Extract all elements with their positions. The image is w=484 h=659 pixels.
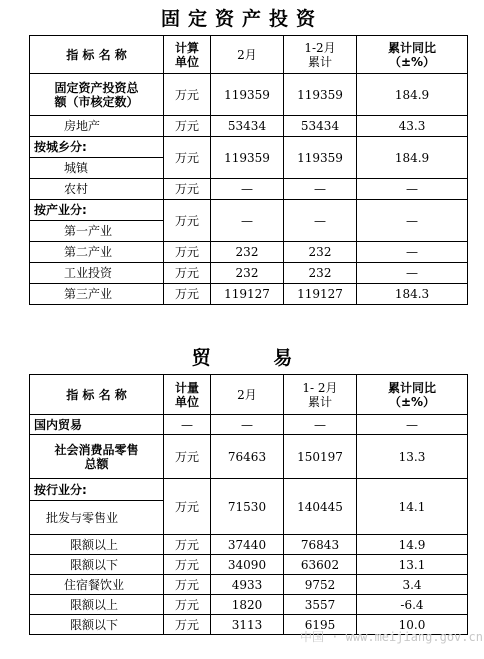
row-yoy: 14.9: [357, 535, 468, 555]
table-header-row: [30, 375, 468, 415]
row-feb: 34090: [211, 555, 284, 575]
row-unit: 万元: [164, 575, 211, 595]
row-yoy: 43.3: [357, 116, 468, 137]
row-yoy: —: [357, 415, 468, 435]
row-feb: 76463: [211, 435, 284, 479]
table-row: [30, 575, 468, 595]
row-unit: 万元: [164, 74, 211, 116]
row-name: 限额以下: [30, 555, 164, 575]
row-yoy: —: [357, 242, 468, 263]
table-row: [30, 200, 468, 221]
row-name: 按城乡分:: [30, 137, 164, 158]
row-name: 城镇: [30, 158, 164, 179]
row-cum: 53434: [284, 116, 357, 137]
table-row: [30, 479, 468, 501]
row-name: 工业投资: [30, 263, 164, 284]
row-feb: 1820: [211, 595, 284, 615]
table-row: [30, 137, 468, 158]
row-cum: —: [284, 415, 357, 435]
row-cum: 119359: [284, 137, 357, 179]
row-unit: 万元: [164, 479, 211, 535]
row-feb: 53434: [211, 116, 284, 137]
row-cum: 63602: [284, 555, 357, 575]
row-feb: 4933: [211, 575, 284, 595]
watermark: 中国 · www.meijiang.gov.cn: [300, 630, 483, 644]
table-row: [30, 284, 468, 305]
table-row: [30, 179, 468, 200]
row-feb: 119359: [211, 137, 284, 179]
header-feb: 2月: [211, 375, 284, 415]
row-feb: —: [211, 179, 284, 200]
row-unit: 万元: [164, 435, 211, 479]
row-yoy: 10.0: [357, 615, 468, 635]
header-cum: 1- 2月 累计: [284, 375, 357, 415]
table-row: [30, 435, 468, 479]
table-row: [30, 535, 468, 555]
row-yoy: 184.9: [357, 74, 468, 116]
row-feb: —: [211, 415, 284, 435]
fixed-assets-table: [29, 35, 468, 305]
row-cum: 119127: [284, 284, 357, 305]
header-cum: 1-2月 累计: [284, 36, 357, 74]
trade-table: [29, 374, 468, 635]
header-yoy: 累计同比 （±%）: [357, 36, 468, 74]
row-yoy: —: [357, 200, 468, 242]
row-name: 第一产业: [30, 221, 164, 242]
row-yoy: -6.4: [357, 595, 468, 615]
row-cum: 140445: [284, 479, 357, 535]
header-name: 指 标 名 称: [30, 375, 164, 415]
row-cum: —: [284, 179, 357, 200]
row-name: 固定资产投资总 额（市核定数）: [30, 74, 164, 116]
header-unit: 计量 单位: [164, 375, 211, 415]
table-row: [30, 74, 468, 116]
row-unit: 万元: [164, 555, 211, 575]
row-feb: 232: [211, 263, 284, 284]
row-cum: 76843: [284, 535, 357, 555]
row-unit: 万元: [164, 116, 211, 137]
row-name: 按产业分:: [30, 200, 164, 221]
row-name: 社会消费品零售 总额: [30, 435, 164, 479]
row-feb: 232: [211, 242, 284, 263]
row-unit: 万元: [164, 284, 211, 305]
table-row: [30, 595, 468, 615]
row-unit: 万元: [164, 535, 211, 555]
row-name: 限额以下: [30, 615, 164, 635]
row-unit: 万元: [164, 595, 211, 615]
row-cum: 232: [284, 263, 357, 284]
row-name: 批发与零售业: [30, 501, 164, 535]
table-row: [30, 263, 468, 284]
row-yoy: 3.4: [357, 575, 468, 595]
row-yoy: 184.3: [357, 284, 468, 305]
header-yoy: 累计同比 （±%）: [357, 375, 468, 415]
row-name: 第二产业: [30, 242, 164, 263]
table-row: [30, 242, 468, 263]
row-cum: 232: [284, 242, 357, 263]
row-cum: 150197: [284, 435, 357, 479]
row-unit: 万元: [164, 179, 211, 200]
row-feb: 37440: [211, 535, 284, 555]
table-row: [30, 555, 468, 575]
row-cum: 119359: [284, 74, 357, 116]
fixed-assets-title: 固定资产投资: [160, 8, 323, 30]
row-cum: 3557: [284, 595, 357, 615]
row-yoy: —: [357, 179, 468, 200]
row-feb: 3113: [211, 615, 284, 635]
row-unit: 万元: [164, 263, 211, 284]
row-name: 农村: [30, 179, 164, 200]
header-name: 指 标 名 称: [30, 36, 164, 74]
header-feb: 2月: [211, 36, 284, 74]
row-feb: 119359: [211, 74, 284, 116]
row-name: 按行业分:: [30, 479, 164, 501]
row-name: 国内贸易: [30, 415, 164, 435]
row-yoy: 184.9: [357, 137, 468, 179]
row-name: 限额以上: [30, 535, 164, 555]
row-feb: 71530: [211, 479, 284, 535]
row-feb: —: [211, 200, 284, 242]
row-feb: 119127: [211, 284, 284, 305]
table-row: [30, 116, 468, 137]
row-name: 住宿餐饮业: [30, 575, 164, 595]
row-name: 房地产: [30, 116, 164, 137]
row-unit: —: [164, 415, 211, 435]
row-name: 第三产业: [30, 284, 164, 305]
row-yoy: 13.1: [357, 555, 468, 575]
row-cum: —: [284, 200, 357, 242]
table-header-row: [30, 36, 468, 74]
row-unit: 万元: [164, 200, 211, 242]
row-unit: 万元: [164, 615, 211, 635]
row-unit: 万元: [164, 137, 211, 179]
row-unit: 万元: [164, 242, 211, 263]
row-cum: 6195: [284, 615, 357, 635]
header-unit: 计算 单位: [164, 36, 211, 74]
row-cum: 9752: [284, 575, 357, 595]
row-yoy: —: [357, 263, 468, 284]
row-name: 限额以上: [30, 595, 164, 615]
trade-title: 贸 易: [191, 347, 321, 369]
row-yoy: 14.1: [357, 479, 468, 535]
table-row: [30, 415, 468, 435]
row-yoy: 13.3: [357, 435, 468, 479]
